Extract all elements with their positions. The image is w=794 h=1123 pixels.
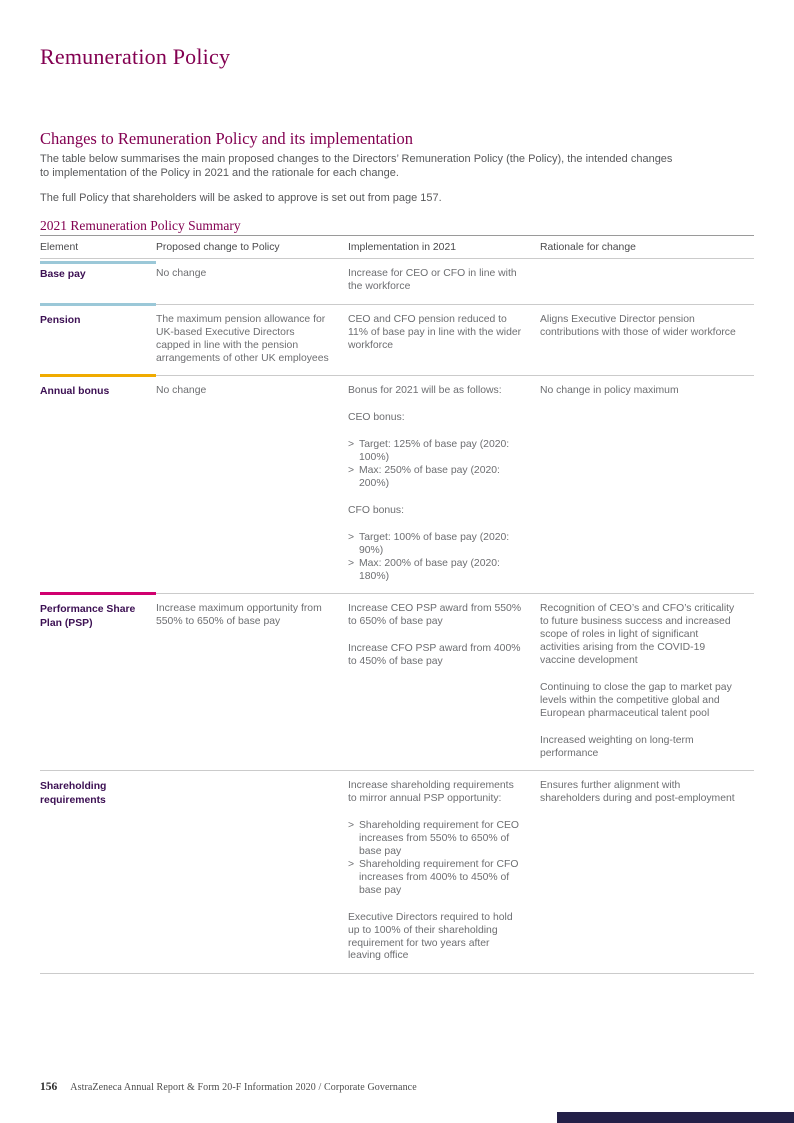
cell-paragraph: Aligns Executive Director pension contributions with those of wider workforce — [540, 313, 736, 338]
bullet-item — [348, 439, 522, 465]
page-title: Remuneration Policy — [40, 44, 231, 69]
cell-paragraph: Increase shareholding requirements to mirror annual PSP opportunity: — [348, 780, 514, 805]
cell-paragraph: No change — [156, 268, 207, 279]
bullet-marker: > — [348, 859, 355, 870]
cell-proposed-change — [156, 305, 348, 376]
intro-paragraph-1: The table below summarises the main proposed changes to the Directors’ Remuneration Policy (the Policy), the intended changes to implementation of the Policy in 2021 and the rationale for each change. — [40, 153, 673, 179]
section-heading: Changes to Remuneration Policy and its implementation — [40, 129, 414, 148]
cell-paragraph: Bonus for 2021 will be as follows: — [348, 385, 502, 397]
cell-paragraph: Increase maximum opportunity from 550% to 650% of base pay — [156, 603, 322, 628]
cell-proposed-change — [156, 594, 348, 770]
intro-paragraph-2: The full Policy that shareholders will be asked to approve is set out from page 157. — [40, 192, 442, 204]
cell-paragraph: CFO bonus: — [348, 504, 405, 516]
cell-paragraph: Recognition of CEO’s and CFO’s criticality to future business success and increased scope of roles in light of significant activities arising from the COVID-19 vaccine development — [540, 603, 735, 667]
cell-implementation — [348, 594, 540, 770]
cell-paragraph: Increase for CEO or CFO in line with the workforce — [348, 268, 517, 292]
page-number: 156 — [40, 1081, 58, 1093]
column-header-rationale: Rationale for change — [540, 242, 636, 253]
element-label: Annual bonus — [40, 386, 110, 398]
cell-paragraph: Ensures further alignment with shareholders during and post-employment — [540, 780, 735, 805]
bullet-text: Max: 200% of base pay (2020: 180%) — [359, 557, 500, 582]
cell-implementation — [348, 305, 540, 376]
cell-implementation — [348, 376, 540, 593]
cell-implementation — [348, 771, 540, 973]
bullet-text: Shareholding requirement for CEO increases from 550% to 650% of base pay — [359, 820, 519, 858]
column-header-proposed-change: Proposed change to Policy — [156, 242, 280, 253]
cell-proposed-change — [156, 376, 348, 593]
cell-element — [40, 771, 156, 973]
row-accent-bar — [40, 303, 156, 306]
footer-text: AstraZeneca Annual Report & Form 20-F Information 2020 / Corporate Governance — [70, 1082, 417, 1093]
cell-paragraph: Continuing to close the gap to market pay levels within the competitive global and European pharmaceutical talent pool — [540, 681, 732, 719]
cell-paragraph: No change in policy maximum — [540, 385, 679, 397]
table-row-pension — [40, 304, 754, 376]
bullet-marker: > — [348, 439, 355, 451]
bullet-marker: > — [348, 465, 355, 477]
bullet-item — [348, 558, 522, 584]
table-row-base-pay — [40, 259, 754, 304]
bullet-item — [348, 820, 522, 859]
bullet-list — [348, 820, 522, 897]
bullet-item — [348, 465, 522, 491]
cell-paragraph: Increase CEO PSP award from 550% to 650% of base pay — [348, 603, 522, 628]
bullet-item — [348, 859, 522, 898]
table-title: 2021 Remuneration Policy Summary — [40, 218, 241, 233]
cell-element — [40, 305, 156, 376]
cell-paragraph: Increase CFO PSP award from 400% to 450% of base pay — [348, 643, 521, 668]
row-accent-bar — [40, 592, 156, 595]
cell-proposed-change — [156, 259, 348, 304]
policy-summary-table — [40, 235, 754, 974]
cell-rationale — [540, 259, 754, 304]
bullet-marker: > — [348, 557, 355, 569]
bullet-marker: > — [348, 531, 355, 543]
bullet-text: Target: 100% of base pay (2020: 90%) — [359, 531, 510, 556]
cell-rationale — [540, 771, 754, 973]
table-row-shareholding-requirements — [40, 770, 754, 973]
table-row-psp — [40, 593, 754, 770]
cell-implementation — [348, 259, 540, 304]
bullet-list — [348, 532, 522, 584]
column-header-implementation: Implementation in 2021 — [348, 242, 457, 253]
element-label: Shareholding requirements — [40, 781, 107, 806]
page-footer — [40, 1081, 417, 1093]
bullet-list — [348, 439, 522, 491]
table-header-row — [40, 235, 754, 259]
cell-element — [40, 376, 156, 593]
page-content — [40, 0, 754, 974]
cell-paragraph: The maximum pension allowance for UK-based Executive Directors capped in line with the pension arrangements of other UK employees — [156, 313, 329, 364]
cell-rationale — [540, 305, 754, 376]
row-accent-bar — [40, 374, 156, 377]
cell-rationale — [540, 376, 754, 593]
bullet-item — [348, 532, 522, 558]
bullet-text: Shareholding requirement for CFO increases from 400% to 450% of base pay — [359, 859, 519, 896]
cell-paragraph: Increased weighting on long-term performance — [540, 734, 694, 759]
cell-element — [40, 259, 156, 304]
table-row-annual-bonus — [40, 375, 754, 593]
bullet-text: Max: 250% of base pay (2020: 200%) — [359, 465, 500, 489]
element-label: Base pay — [40, 269, 86, 280]
bullet-marker: > — [348, 820, 355, 832]
row-accent-bar — [40, 261, 156, 264]
element-label: Performance Share Plan (PSP) — [40, 604, 136, 629]
column-header-element: Element — [40, 242, 79, 253]
cell-element — [40, 594, 156, 770]
bottom-edge-bar — [557, 1112, 794, 1123]
cell-paragraph: CEO and CFO pension reduced to 11% of base pay in line with the wider workforce — [348, 313, 522, 351]
cell-proposed-change — [156, 771, 348, 973]
cell-rationale — [540, 594, 754, 770]
bullet-text: Target: 125% of base pay (2020: 100%) — [359, 439, 510, 464]
cell-paragraph: Executive Directors required to hold up to 100% of their shareholding requirement for two years after leaving office — [348, 911, 513, 962]
cell-paragraph: CEO bonus: — [348, 412, 405, 424]
element-label: Pension — [40, 314, 81, 326]
cell-paragraph: No change — [156, 385, 207, 397]
